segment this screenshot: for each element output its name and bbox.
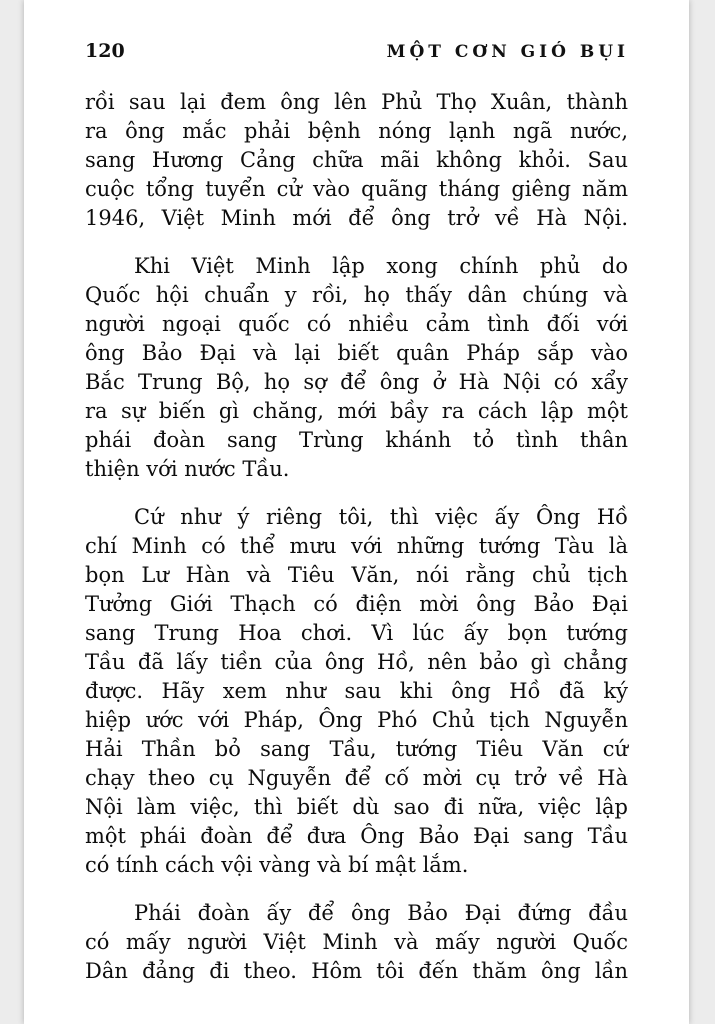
text-line: được. Hãy xem như sau khi ông Hồ đã ký xyxy=(85,679,628,703)
text-line: hiệp ước với Pháp, Ông Phó Chủ tịch Nguyễn xyxy=(85,708,628,732)
text-line: cuộc tổng tuyển cử vào quãng tháng giêng năm xyxy=(85,177,628,201)
page-header xyxy=(85,40,629,70)
text-line: ông Bảo Đại và lại biết quân Pháp sắp vào xyxy=(85,341,628,365)
text-line: sang Hương Cảng chữa mãi không khỏi. Sau xyxy=(85,148,628,172)
text-line: Hải Thần bỏ sang Tầu, tướng Tiêu Văn cứ xyxy=(85,737,628,761)
text-line: Dân đảng đi theo. Hôm tôi đến thăm ông lần xyxy=(85,959,628,983)
text-line: phái đoàn sang Trùng khánh tỏ tình thân xyxy=(85,428,628,452)
text-line: Cứ như ý riêng tôi, thì việc ấy Ông Hồ xyxy=(134,505,628,529)
text-line: Bắc Trung Bộ, họ sợ để ông ở Hà Nội có xẩy xyxy=(85,370,628,394)
paragraph xyxy=(85,252,628,484)
text-line: thiện với nước Tầu. xyxy=(85,457,290,481)
text-line: Tưởng Giới Thạch có điện mời ông Bảo Đại xyxy=(85,592,628,616)
text-line: rồi sau lại đem ông lên Phủ Thọ Xuân, thành xyxy=(85,90,628,114)
text-line: bọn Lư Hàn và Tiêu Văn, nói rằng chủ tịch xyxy=(85,563,628,587)
paragraph xyxy=(85,503,628,880)
text-line: có tính cách vội vàng và bí mật lắm. xyxy=(85,853,469,877)
text-line: chạy theo cụ Nguyễn để cố mời cụ trở về Hà xyxy=(85,766,628,790)
text-line: chí Minh có thể mưu với những tướng Tàu là xyxy=(85,534,628,558)
text-line: có mấy người Việt Minh và mấy người Quốc xyxy=(85,930,628,954)
text-line: Khi Việt Minh lập xong chính phủ do xyxy=(134,254,628,278)
running-title: MỘT CƠN GIÓ BỤI xyxy=(386,42,629,62)
page-number: 120 xyxy=(85,40,125,62)
text-line: ra ông mắc phải bệnh nóng lạnh ngã nước, xyxy=(85,119,628,143)
text-line: Quốc hội chuẩn y rồi, họ thấy dân chúng và xyxy=(85,283,628,307)
text-line: người ngoại quốc có nhiều cảm tình đối với xyxy=(85,312,628,336)
text-line: Nội làm việc, thì biết dù sao đi nữa, việc lập xyxy=(85,795,628,819)
book-page xyxy=(24,0,689,1024)
paragraph xyxy=(85,88,628,233)
text-line: ra sự biến gì chăng, mới bầy ra cách lập một xyxy=(85,399,628,423)
text-line: Tầu đã lấy tiền của ông Hồ, nên bảo gì chẳng xyxy=(85,650,628,674)
text-line: sang Trung Hoa chơi. Vì lúc ấy bọn tướng xyxy=(85,621,628,645)
paragraph xyxy=(85,899,628,986)
text-line: một phái đoàn để đưa Ông Bảo Đại sang Tầu xyxy=(85,824,628,848)
body-text xyxy=(85,88,628,1005)
text-line: Phái đoàn ấy để ông Bảo Đại đứng đầu xyxy=(134,901,628,925)
text-line: 1946, Việt Minh mới để ông trở về Hà Nội. xyxy=(85,206,628,230)
